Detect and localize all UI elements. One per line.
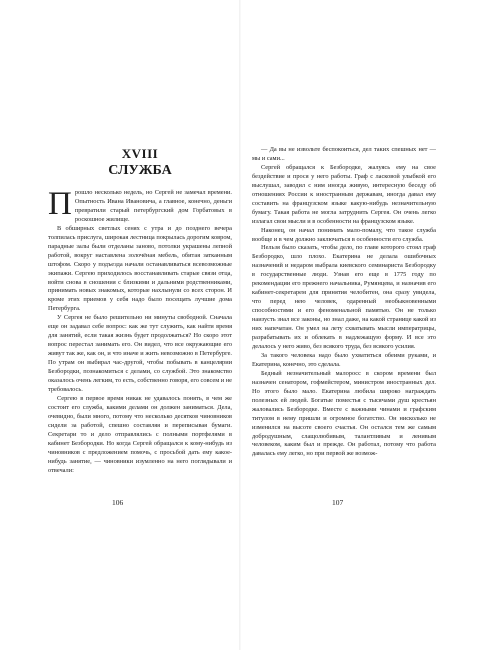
chapter-number: XVIII	[121, 146, 159, 161]
page-number: 107	[332, 498, 344, 507]
paragraph: Нельзя было сказать, чтобы дело, по главе которого стоял граф Безбородко, шло плохо. Екатерина не делала ошибочных назначений и недаром выбрала киевского семинариста Безбородку в государственные люди. Узнав его еще в 1775 году по рекомендации его прежнего начальника, Румянцева, и назначив его кабинет-секретарем для принятия челобитен, она сразу увидела, что перед нею человек, одаренный необыкновенными способностями и его феноменальной памятью. Он не только наизусть знал все законы, но знал даже, на какой странице какой из них напечатан. Он умел на лету схватывать мысли императрицы, разрабатывать их и облекать в надлежащую форму. И все это делалось у него живо, без всякого труда, без всякого усилия.	[252, 244, 436, 350]
page-number: 106	[112, 498, 124, 507]
paragraph: У Сергея не было решительно ни минуты свободной. Сначала еще он задавал себе вопрос: как же тут служить, как найти время для занятий, если такая жизнь будет продолжаться? Но скоро этот вопрос перестал занимать его. Он видел, что все окружающие его живут так же, как он, и что иначе и жить невозможно в Петербурге. По утрам он выбирал час-другой, чтобы побывать в канцелярии Безбородки, познакомиться с делами, со службой. Это знакомство оказалось очень легким, то есть, собственно говоря, его совсем и не требовалось.	[48, 314, 232, 393]
paragraph: Бедный незначительный малоросс в скором времени был назначен сенатором, гофмейстером, министром иностранных дел. Но этого было мало. Екатерина любила широко награждать полезных ей людей. Богатые поместья с тысячами душ крестьян жаловались Безбородке. Вместе с важными чинами и графским титулом в нему пришли и огромное богатство. Он нисколько не изменился на высоте своего счастья. Он остался тем же самым добродушным, слащолюбивым, талантливым и ленивым человеком, каким был и прежде. Он работал, потому что работа давалась ему легко, но при первой же возмож-	[252, 369, 436, 458]
left-page-text	[48, 186, 232, 476]
drop-cap: П	[48, 186, 72, 222]
paragraph	[48, 186, 232, 225]
paragraph: В обширных светлых сенях с утра и до позднего вечера толпилась прислуга, широкая лестница покрылась дорогим ковром, парадные залы были отделаны заново, потолки украшены лепной работой, вокруг наставлена золочёная мебель, обитая затканным штофом. Скоро у подъезда начали останавливаться всевозможные экипажи. Сергею приходилось восстанавливать старые связи отца, войти снова в сношения с близкими и дальними родственниками, принимать новых знакомых, которые нахлынули со всех сторон. И кроме этих приемов у себя надо было посещать лучшие дома Петербурга.	[48, 224, 232, 313]
paragraph: За такого человека надо было ухватиться обеими руками, и Екатерина, конечно, это сделала.	[252, 351, 436, 368]
paragraph: Наконец, он начал понимать мало-помалу, что такое служба вообще и в чем должно заключаться в особенности его служба.	[252, 226, 436, 243]
right-page	[240, 0, 480, 650]
chapter-title: СЛУЖБА	[108, 163, 172, 178]
paragraph-text: рошло несколько недель, но Сергей не замечал времени. Опытность Ивана Ивановича, а главное, конечно, деньги превратили старый петербургский дом Горбатовых в роскошное жилище.	[74, 189, 232, 223]
right-page-text	[252, 146, 436, 459]
paragraph: — Да вы не извольте беспокоиться, дел таких спешных нет — мы и сами...	[252, 146, 436, 162]
paragraph: Сергей обращался к Безбородке, жалуясь ему на свое бездействие и прося у него работы. Граф с ласковой улыбкой его выслушал, заводил с ним иногда живую, интересную беседу об отношениях России к иностранным державам, иногда давал ему составить на французском языке какую-нибудь незначительную бумагу. Такая работа не могла затруднить Сергея. Он очень легко излагал свои мысли и в особенности на французском языке.	[252, 163, 436, 225]
paragraph: Сергею в первое время никак не удавалось понять, в чем же состоит его служба, какими делами он должен заниматься. Дела, очевидно, были много, потому что несколько десятков чиновников сидели за работой, спешно составляя и переписывая бумаги. Секретари то и дело отправлялись с полными портфелями в кабинет Безбородки. Но когда Сергей обращался к кому-нибудь из чиновников с предложением помочь, с просьбой дать ему какое-нибудь занятие, — чиновники изумленно на него поглядывали и отвечали:	[48, 394, 232, 474]
